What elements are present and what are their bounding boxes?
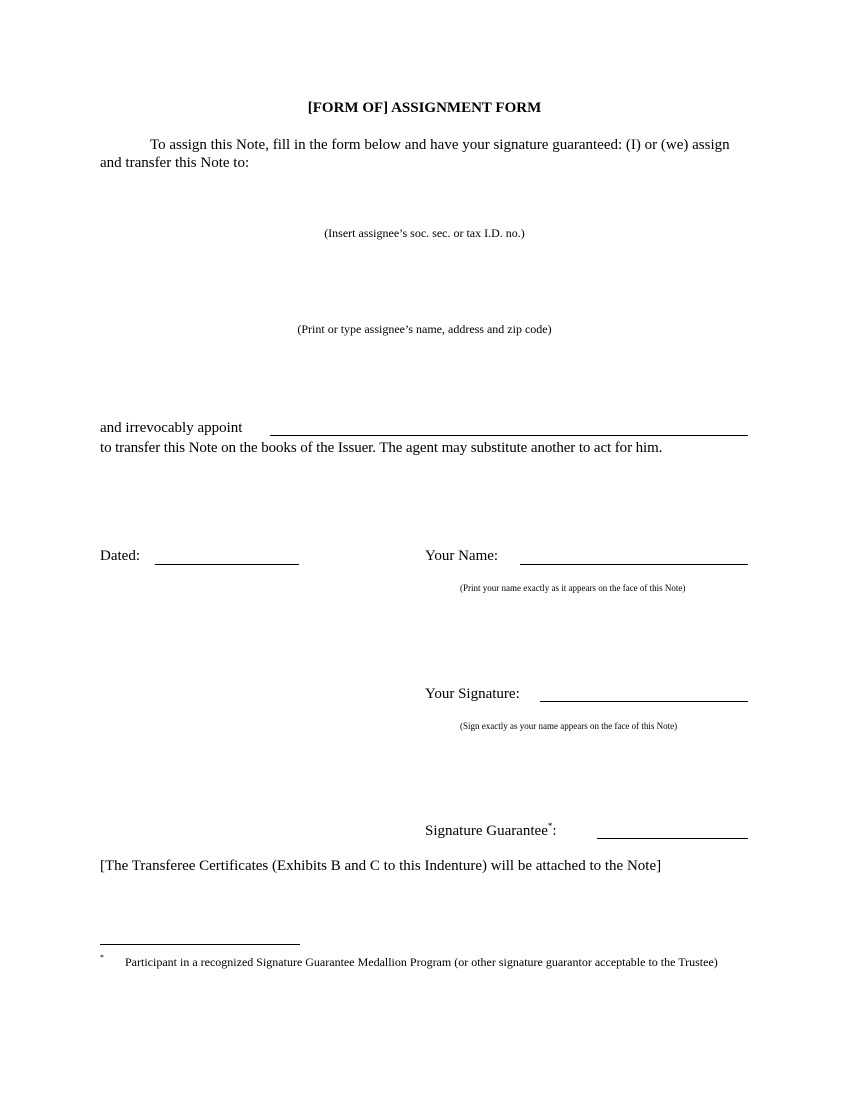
assignee-id-caption: (Insert assignee’s soc. sec. or tax I.D. no.) [324,226,525,240]
your-signature-caption: (Sign exactly as your name appears on the face of this Note) [460,721,678,731]
signature-guarantee-text: Signature Guarantee [425,823,548,839]
agent-input-line[interactable] [270,435,748,436]
footnote-mark: * [100,953,104,962]
your-name-input-line[interactable] [520,564,748,565]
signature-guarantee-input-line[interactable] [597,838,748,839]
your-signature-label: Your Signature: [425,686,520,702]
dated-input-line[interactable] [155,564,299,565]
appoint-label: and irrevocably appoint [100,420,243,436]
your-name-caption: (Print your name exactly as it appears on the face of this Note) [460,583,686,593]
transfer-text: to transfer this Note on the books of the Issuer. The agent may substitute another to act for him. [100,440,663,456]
signature-guarantee-footnote-mark: * [547,821,553,831]
page-title: [FORM OF] ASSIGNMENT FORM [307,100,542,116]
assignee-name-caption: (Print or type assignee’s name, address and zip code) [297,322,552,336]
transferee-note: [The Transferee Certificates (Exhibits B and C to this Indenture) will be attached to the Note] [100,858,662,874]
your-signature-input-line[interactable] [540,701,748,702]
your-name-label: Your Name: [425,548,499,564]
intro-paragraph [100,136,750,172]
dated-label: Dated: [100,548,140,564]
signature-guarantee-colon: : [552,823,557,839]
footnote-divider [100,944,300,945]
signature-guarantee-label [425,823,557,840]
footnote-text: Participant in a recognized Signature Guarantee Medallion Program (or other signature guarantor acceptable to the Trustee) [125,955,718,969]
intro-text: To assign this Note, fill in the form below and have your signature guaranteed: (I) or (we) assign and transfer this Note to: [100,137,730,171]
